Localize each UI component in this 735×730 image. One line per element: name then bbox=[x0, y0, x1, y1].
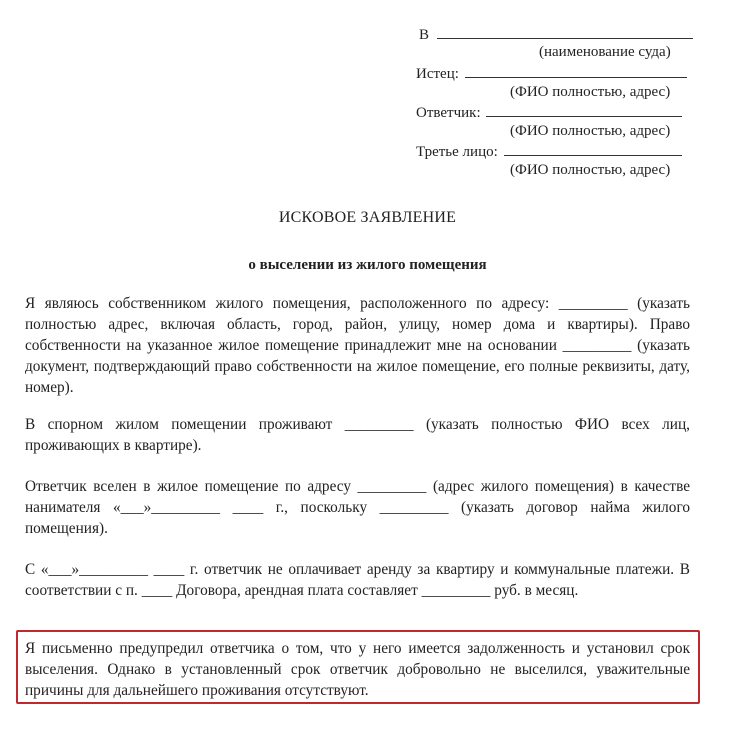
plaintiff-label: Истец: bbox=[416, 66, 459, 82]
third-party-caption: (ФИО полностью, адрес) bbox=[510, 162, 671, 178]
paragraph-nonpayment: С «___»_________ ____ г. ответчик не оплачивает аренду за квартиру и коммунальные платежи. В соответствии с п. ____ Договора, арендная плата составляет _________ руб. в месяц. bbox=[25, 561, 690, 599]
court-line bbox=[419, 25, 693, 44]
court-caption: (наименование суда) bbox=[539, 44, 671, 60]
plaintiff-caption: (ФИО полностью, адрес) bbox=[510, 84, 671, 100]
third-party-line bbox=[416, 142, 682, 161]
paragraph-warning: Я письменно предупредил ответчика о том, что у него имеется задолженность и установил срок выселения. Однако в установленный срок ответчик добровольно не выселился, уважительные причины для дальнейшего проживания отсутствуют. bbox=[25, 640, 690, 699]
third-party-label: Третье лицо: bbox=[416, 144, 498, 160]
defendant-blank bbox=[486, 103, 682, 117]
defendant-caption: (ФИО полностью, адрес) bbox=[510, 123, 671, 139]
third-party-blank bbox=[504, 142, 682, 156]
court-prefix: В bbox=[419, 27, 430, 43]
paragraph-ownership: Я являюсь собственником жилого помещения, расположенного по адресу: _________ (указать полностью адрес, включая область, город, район, улицу, номер дома и квартиры). Право собственности на указанное жилое помещение принадлежит мне на основании _________ (указать документ, подтверждающий право собственности на жилое помещение, его полные реквизиты, дату, номер). bbox=[25, 295, 690, 396]
paragraph-residents: В спорном жилом помещении проживают _________ (указать полностью ФИО всех лиц, проживающих в квартире). bbox=[25, 416, 690, 454]
document-title: ИСКОВОЕ ЗАЯВЛЕНИЕ bbox=[278, 209, 457, 226]
paragraph-tenancy: Ответчик вселен в жилое помещение по адресу _________ (адрес жилого помещения) в качестве нанимателя «___»_________ ____ г., поскольку _________ (указать договор найма жилого помещения). bbox=[25, 478, 690, 537]
document-subtitle: о выселении из жилого помещения bbox=[248, 257, 487, 273]
defendant-line bbox=[416, 103, 682, 122]
plaintiff-blank bbox=[465, 64, 687, 78]
defendant-label: Ответчик: bbox=[416, 105, 481, 121]
court-blank bbox=[437, 25, 693, 39]
plaintiff-line bbox=[416, 64, 687, 83]
